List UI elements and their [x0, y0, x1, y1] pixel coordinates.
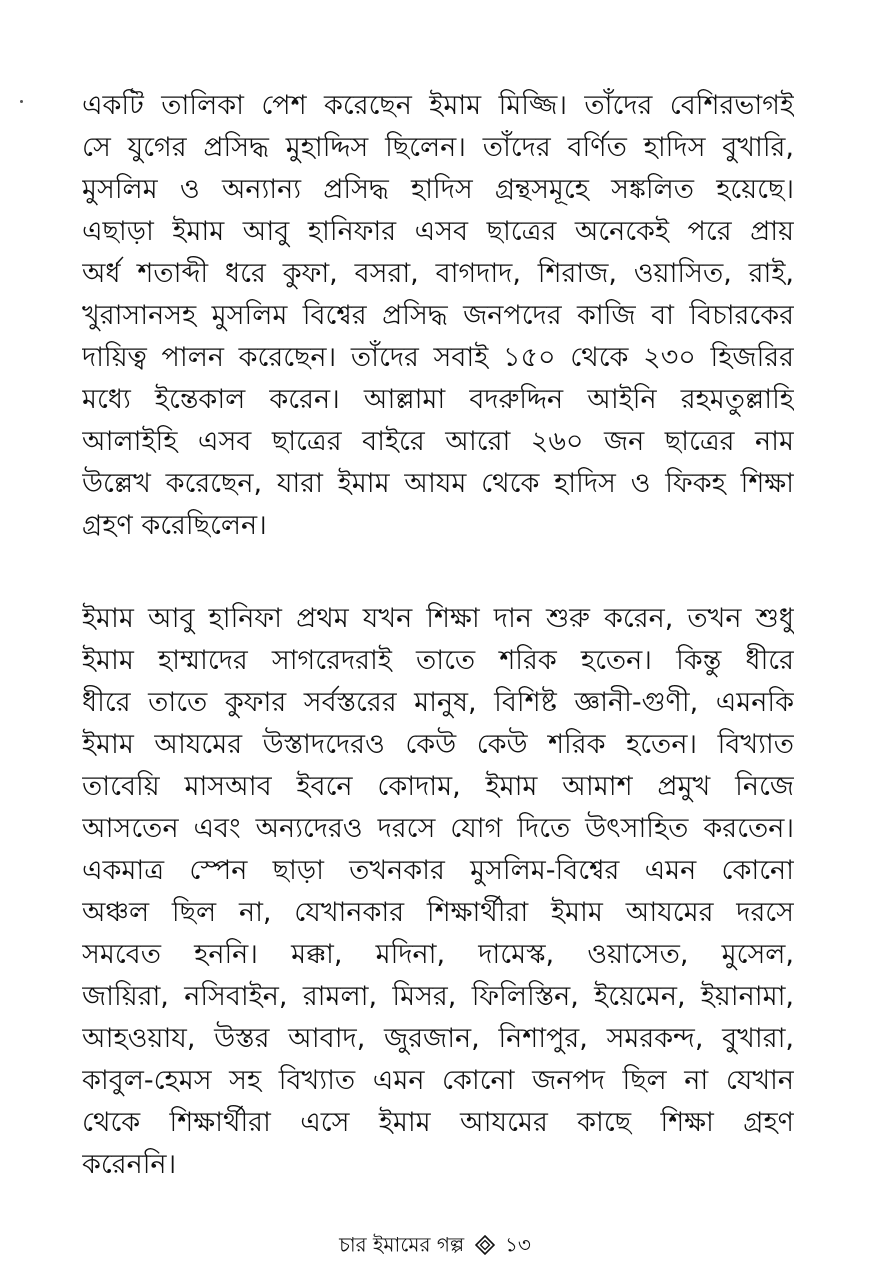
text-line: আলাইহি এসব ছাত্রের বাইরে আরো ২৬০ জন ছাত্রের নাম: [82, 426, 794, 457]
text-line: গ্রহণ করেছিলেন।: [82, 510, 267, 541]
page-footer: [0, 1230, 870, 1258]
book-title: চার ইমামের গল্প: [339, 1232, 465, 1257]
text-line: মধ্যে ইন্তেকাল করেন। আল্লামা বদরুদ্দিন আইনি রহমতুল্লাহি: [82, 384, 794, 415]
text-line: থেকে শিক্ষার্থীরা এসে ইমাম আযমের কাছে শিক্ষা গ্রহণ: [82, 1107, 794, 1138]
page-number: ১৩: [504, 1232, 531, 1257]
text-line: ইমাম আযমের উস্তাদদেরও কেউ কেউ শরিক হতেন। বিখ্যাত: [82, 729, 794, 760]
paragraph-2: [82, 598, 794, 1186]
text-line: করেননি।: [82, 1149, 177, 1180]
text-line: অঞ্চল ছিল না, যেখানকার শিক্ষার্থীরা ইমাম আযমের দরসে: [82, 897, 794, 928]
text-line: জায়িরা, নসিবাইন, রামলা, মিসর, ফিলিস্তিন, ইয়েমেন, ইয়ানামা,: [82, 981, 794, 1012]
paragraph-1: [82, 85, 794, 547]
text-line: দায়িত্ব পালন করেছেন। তাঁদের সবাই ১৫০ থেকে ২৩০ হিজরির: [82, 342, 794, 373]
text-line: ধীরে তাতে কুফার সর্বস্তরের মানুষ, বিশিষ্ট জ্ঞানী-গুণী, এমনকি: [82, 687, 794, 718]
text-line: অর্ধ শতাব্দী ধরে কুফা, বসরা, বাগদাদ, শিরাজ, ওয়াসিত, রাই,: [82, 258, 794, 289]
text-line: ইমাম হাম্মাদের সাগরেদরাই তাতে শরিক হতেন। কিন্তু ধীরে: [82, 645, 794, 676]
text-line: তাবেয়ি মাসআব ইবনে কোদাম, ইমাম আমাশ প্রমুখ নিজে: [82, 771, 794, 802]
text-line: কাবুল-হেমস সহ বিখ্যাত এমন কোনো জনপদ ছিল না যেখান: [82, 1065, 794, 1096]
diamond-icon: [475, 1235, 495, 1255]
scan-speck: [20, 100, 23, 103]
text-line: খুরাসানসহ মুসলিম বিশ্বের প্রসিদ্ধ জনপদের কাজি বা বিচারকের: [82, 300, 794, 331]
text-line: মুসলিম ও অন্যান্য প্রসিদ্ধ হাদিস গ্রন্থসমূহে সঙ্কলিত হয়েছে।: [82, 174, 794, 205]
text-line: একমাত্র স্পেন ছাড়া তখনকার মুসলিম-বিশ্বের এমন কোনো: [82, 855, 794, 886]
text-line: একটি তালিকা পেশ করেছেন ইমাম মিজ্জি। তাঁদের বেশিরভাগই: [82, 90, 794, 121]
text-line: আসতেন এবং অন্যদেরও দরসে যোগ দিতে উৎসাহিত করতেন।: [82, 813, 794, 844]
text-line: সে যুগের প্রসিদ্ধ মুহাদ্দিস ছিলেন। তাঁদের বর্ণিত হাদিস বুখারি,: [82, 132, 794, 163]
text-line: সমবেত হননি। মক্কা, মদিনা, দামেস্ক, ওয়াসেত, মুসেল,: [82, 939, 794, 970]
text-line: ইমাম আবু হানিফা প্রথম যখন শিক্ষা দান শুরু করেন, তখন শুধু: [82, 603, 794, 634]
text-line: আহওয়ায, উস্তর আবাদ, জুরজান, নিশাপুর, সমরকন্দ, বুখারা,: [82, 1023, 794, 1054]
text-line: এছাড়া ইমাম আবু হানিফার এসব ছাত্রের অনেকেই পরে প্রায়: [82, 216, 794, 247]
text-line: উল্লেখ করেছেন, যারা ইমাম আযম থেকে হাদিস ও ফিকহ শিক্ষা: [82, 468, 794, 499]
